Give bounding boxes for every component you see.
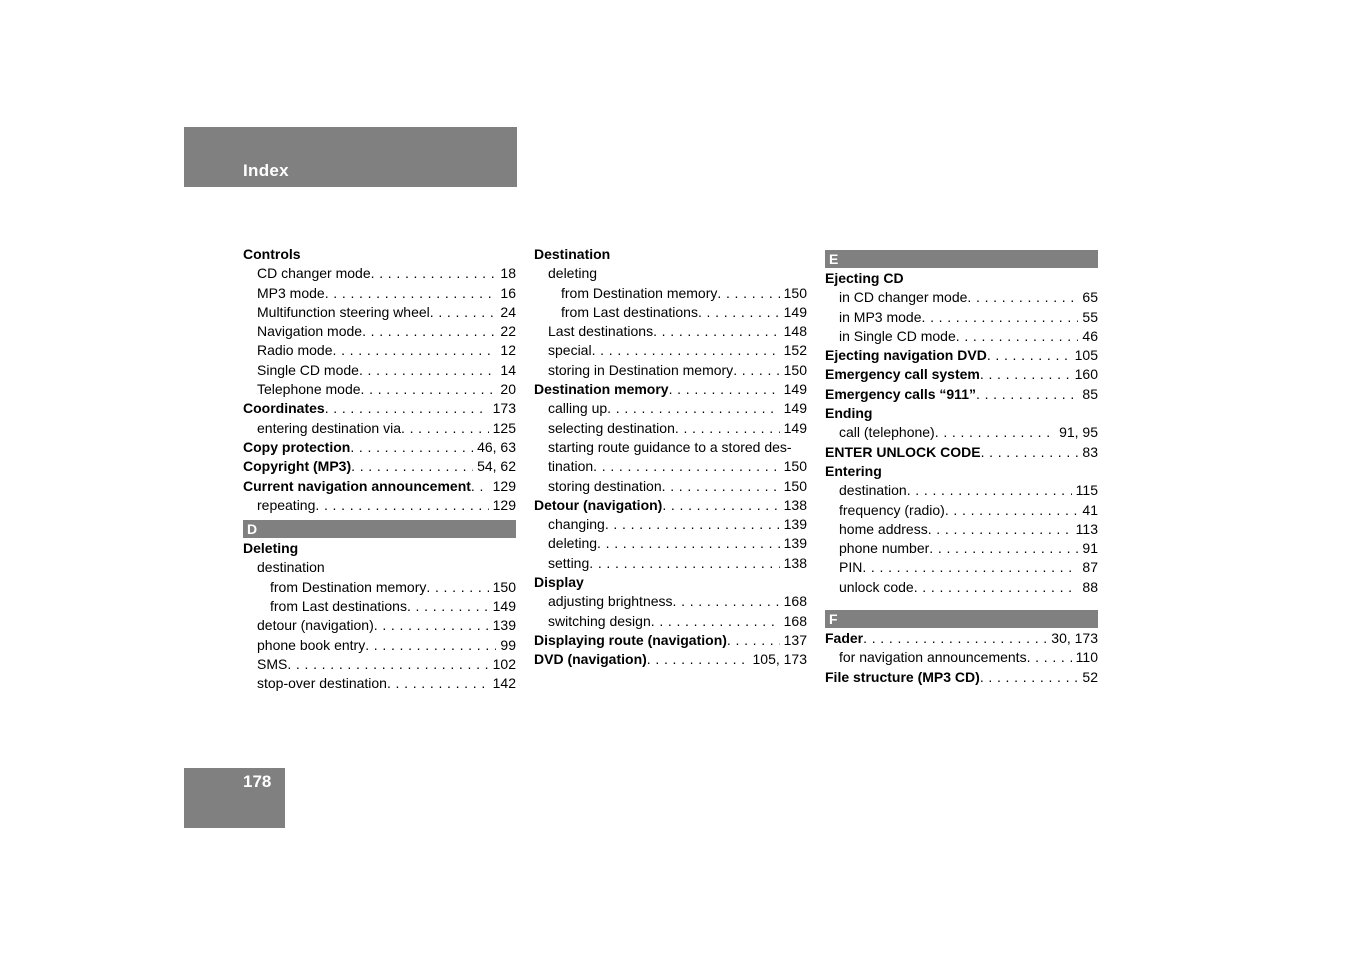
index-entry bbox=[534, 573, 807, 592]
leader-dots bbox=[669, 380, 780, 399]
entry-term: Ejecting navigation DVD bbox=[825, 347, 987, 364]
entry-term: Multifunction steering wheel bbox=[257, 303, 430, 320]
index-subentry bbox=[243, 264, 516, 283]
leader-dots bbox=[862, 558, 1078, 577]
leader-dots bbox=[935, 423, 1055, 442]
entry-pages: 173 bbox=[492, 400, 516, 417]
entry-pages: 105, 173 bbox=[752, 651, 807, 668]
entry-pages: 102 bbox=[492, 655, 516, 672]
entry-term: ENTER UNLOCK CODE bbox=[825, 443, 981, 460]
entry-pages: 16 bbox=[500, 284, 516, 301]
entry-pages: 65 bbox=[1082, 289, 1098, 306]
f-entries bbox=[825, 629, 1098, 687]
leader-dots bbox=[698, 303, 780, 322]
index-subentry bbox=[534, 515, 807, 534]
entry-pages: 129 bbox=[492, 496, 516, 513]
index-subentry bbox=[534, 554, 807, 573]
leader-dots bbox=[387, 674, 489, 693]
index-entry bbox=[825, 629, 1098, 648]
entry-term: Ejecting CD bbox=[825, 270, 904, 286]
index-entry bbox=[825, 269, 1098, 288]
leader-dots bbox=[651, 612, 780, 631]
entry-pages: 41 bbox=[1082, 501, 1098, 518]
index-entry bbox=[243, 457, 516, 476]
leader-dots bbox=[675, 419, 780, 438]
entry-pages: 150 bbox=[783, 361, 807, 378]
entry-term: call (telephone) bbox=[839, 424, 935, 441]
index-subentry bbox=[825, 539, 1098, 558]
entry-pages: 148 bbox=[783, 323, 807, 340]
index-subentry bbox=[534, 534, 807, 553]
entry-term: Destination bbox=[534, 246, 611, 262]
index-entry bbox=[825, 365, 1098, 384]
leader-dots bbox=[607, 399, 779, 418]
leader-dots bbox=[928, 520, 1072, 539]
entry-term: stop-over destination bbox=[257, 675, 387, 692]
header-bar bbox=[184, 127, 517, 187]
entry-pages: 160 bbox=[1074, 366, 1098, 383]
index-column-2 bbox=[534, 245, 807, 670]
index-entry bbox=[825, 462, 1098, 481]
index-subentry bbox=[825, 648, 1098, 667]
entry-term: from Last destinations bbox=[270, 598, 407, 615]
entry-pages: 149 bbox=[783, 400, 807, 417]
entry-term: Copy protection bbox=[243, 438, 351, 455]
entry-term: from Last destinations bbox=[561, 303, 698, 320]
entry-pages: 87 bbox=[1082, 559, 1098, 576]
index-subentry bbox=[825, 423, 1098, 442]
entry-pages: 137 bbox=[783, 631, 807, 648]
entry-term: destination bbox=[257, 559, 325, 576]
entry-pages: 168 bbox=[783, 593, 807, 610]
entry-pages: 99 bbox=[500, 636, 516, 653]
leader-dots bbox=[914, 578, 1079, 597]
entry-pages: 150 bbox=[783, 284, 807, 301]
entry-term: Copyright (MP3) bbox=[243, 458, 352, 475]
entry-pages: 139 bbox=[783, 535, 807, 552]
index-subentry bbox=[243, 496, 516, 515]
index-subentry bbox=[825, 501, 1098, 520]
index-entry bbox=[243, 245, 516, 264]
leader-dots bbox=[921, 308, 1078, 327]
entry-term: storing in Destination memory bbox=[548, 361, 734, 378]
entry-pages: 24 bbox=[500, 303, 516, 320]
entry-term: SMS bbox=[257, 655, 288, 672]
entry-pages: 152 bbox=[783, 342, 807, 359]
entry-term: CD changer mode bbox=[257, 265, 371, 282]
entry-pages: 18 bbox=[500, 265, 516, 282]
index-entry bbox=[534, 245, 807, 264]
leader-dots bbox=[471, 477, 489, 496]
index-entry bbox=[534, 650, 807, 669]
leader-dots bbox=[673, 592, 780, 611]
section-header-e: E bbox=[825, 250, 1098, 268]
leader-dots bbox=[350, 438, 473, 457]
leader-dots bbox=[325, 399, 489, 418]
entry-pages: 125 bbox=[492, 419, 516, 436]
leader-dots bbox=[287, 655, 488, 674]
index-subentry bbox=[243, 597, 516, 616]
leader-dots bbox=[374, 616, 489, 635]
entry-pages: 149 bbox=[783, 419, 807, 436]
leader-dots bbox=[371, 264, 497, 283]
index-subentry bbox=[534, 322, 807, 341]
index-subentry bbox=[534, 399, 807, 418]
index-subentry bbox=[825, 308, 1098, 327]
entry-term: tination bbox=[548, 458, 594, 475]
entry-pages: 150 bbox=[783, 458, 807, 475]
entry-term: Current navigation announcement bbox=[243, 477, 471, 494]
entry-term: Telephone mode bbox=[257, 381, 361, 398]
leader-dots bbox=[315, 496, 488, 515]
entry-term: in Single CD mode bbox=[839, 327, 956, 344]
entry-pages: 14 bbox=[500, 361, 516, 378]
entry-term: Ending bbox=[825, 405, 873, 422]
entry-pages: 138 bbox=[783, 496, 807, 513]
entry-term: Last destinations bbox=[548, 323, 654, 340]
index-entry bbox=[825, 668, 1098, 687]
index-entry bbox=[243, 477, 516, 496]
entry-pages: 138 bbox=[783, 554, 807, 571]
entry-term: phone number bbox=[839, 540, 930, 557]
entry-pages: 139 bbox=[492, 617, 516, 634]
index-subentry bbox=[825, 481, 1098, 500]
entry-term: deleting bbox=[548, 265, 598, 282]
entry-term: MP3 mode bbox=[257, 284, 325, 301]
leader-dots bbox=[593, 457, 779, 476]
leader-dots bbox=[647, 650, 749, 669]
leader-dots bbox=[733, 361, 779, 380]
leader-dots bbox=[727, 631, 780, 650]
entry-term: PIN bbox=[839, 559, 863, 576]
index-entry bbox=[243, 539, 516, 558]
index-subentry bbox=[243, 636, 516, 655]
entry-pages: 168 bbox=[783, 612, 807, 629]
entry-term: setting bbox=[548, 554, 590, 571]
index-subentry bbox=[534, 341, 807, 360]
entry-pages: 150 bbox=[783, 477, 807, 494]
entry-term: home address bbox=[839, 520, 928, 537]
leader-dots bbox=[592, 341, 780, 360]
entry-pages: 149 bbox=[783, 303, 807, 320]
index-entry bbox=[243, 438, 516, 457]
index-subentry bbox=[534, 361, 807, 380]
index-entry bbox=[534, 496, 807, 515]
leader-dots bbox=[981, 443, 1079, 462]
entry-pages: 85 bbox=[1082, 385, 1098, 402]
index-subentry bbox=[534, 477, 807, 496]
index-subentry bbox=[825, 578, 1098, 597]
index-entry bbox=[534, 380, 807, 399]
entry-term: repeating bbox=[257, 496, 316, 513]
leader-dots bbox=[351, 457, 473, 476]
index-subentry bbox=[534, 264, 807, 283]
index-subentry bbox=[243, 284, 516, 303]
entry-pages: 149 bbox=[492, 598, 516, 615]
index-subentry bbox=[534, 284, 807, 303]
index-subentry bbox=[825, 327, 1098, 346]
entry-term: for navigation announcements bbox=[839, 649, 1027, 666]
entry-term: adjusting brightness bbox=[548, 593, 673, 610]
entry-pages: 105 bbox=[1074, 347, 1098, 364]
entry-term: starting route guidance to a stored des- bbox=[548, 438, 792, 455]
index-subentry bbox=[534, 438, 807, 457]
entry-term: Deleting bbox=[243, 540, 299, 557]
index-entry bbox=[825, 443, 1098, 462]
destination-entries bbox=[534, 245, 807, 670]
leader-dots bbox=[430, 303, 497, 322]
entry-term: destination bbox=[839, 482, 907, 499]
index-entry bbox=[825, 404, 1098, 423]
page-number: 178 bbox=[243, 772, 272, 791]
index-subentry bbox=[825, 288, 1098, 307]
entry-pages: 88 bbox=[1082, 578, 1098, 595]
entry-pages: 46 bbox=[1082, 327, 1098, 344]
entry-pages: 150 bbox=[492, 578, 516, 595]
index-subentry bbox=[534, 612, 807, 631]
entry-term: DVD (navigation) bbox=[534, 651, 647, 668]
d-entries bbox=[243, 539, 516, 693]
entry-term: Displaying route (navigation) bbox=[534, 631, 727, 648]
leader-dots bbox=[907, 481, 1072, 500]
entry-pages: 149 bbox=[783, 381, 807, 398]
index-subentry bbox=[534, 592, 807, 611]
page-number-tab bbox=[184, 768, 285, 828]
entry-term: phone book entry bbox=[257, 636, 366, 653]
entry-term: in MP3 mode bbox=[839, 308, 922, 325]
leader-dots bbox=[662, 496, 779, 515]
entry-pages: 20 bbox=[500, 381, 516, 398]
entry-pages: 110 bbox=[1075, 649, 1098, 666]
leader-dots bbox=[976, 385, 1078, 404]
leader-dots bbox=[956, 327, 1079, 346]
leader-dots bbox=[362, 322, 496, 341]
entry-pages: 46, 63 bbox=[477, 438, 516, 455]
entry-pages: 113 bbox=[1075, 520, 1098, 537]
index-subentry bbox=[243, 616, 516, 635]
index-subentry bbox=[243, 361, 516, 380]
entry-term: frequency (radio) bbox=[839, 501, 945, 518]
entry-term: changing bbox=[548, 516, 605, 533]
index-column-3 bbox=[825, 245, 1098, 687]
leader-dots bbox=[361, 380, 497, 399]
entry-term: Coordinates bbox=[243, 400, 325, 417]
leader-dots bbox=[980, 365, 1071, 384]
entry-term: Controls bbox=[243, 246, 301, 262]
entry-term: Detour (navigation) bbox=[534, 496, 663, 513]
entry-term: from Destination memory bbox=[561, 284, 718, 301]
entry-term: deleting bbox=[548, 535, 598, 552]
leader-dots bbox=[589, 554, 779, 573]
entry-term: detour (navigation) bbox=[257, 617, 374, 634]
entry-term: Emergency calls “911” bbox=[825, 385, 976, 402]
index-subentry bbox=[243, 341, 516, 360]
index-entry bbox=[243, 399, 516, 418]
index-entry bbox=[825, 346, 1098, 365]
leader-dots bbox=[945, 501, 1079, 520]
leader-dots bbox=[717, 284, 779, 303]
entry-pages: 129 bbox=[492, 477, 516, 494]
entry-pages: 22 bbox=[500, 323, 516, 340]
entry-term: entering destination via bbox=[257, 419, 401, 436]
index-subentry bbox=[825, 558, 1098, 577]
leader-dots bbox=[863, 629, 1047, 648]
controls-entries bbox=[243, 245, 516, 515]
index-subentry bbox=[243, 578, 516, 597]
leader-dots bbox=[605, 515, 780, 534]
section-header-d: D bbox=[243, 520, 516, 538]
leader-dots bbox=[987, 346, 1071, 365]
section-header-f: F bbox=[825, 610, 1098, 628]
index-subentry bbox=[825, 520, 1098, 539]
entry-term: special bbox=[548, 342, 592, 359]
index-subentry bbox=[243, 380, 516, 399]
index-column-1 bbox=[243, 245, 516, 694]
leader-dots bbox=[359, 361, 496, 380]
entry-term: Entering bbox=[825, 462, 882, 479]
index-subentry bbox=[243, 558, 516, 577]
index-entry bbox=[534, 631, 807, 650]
index-subentry bbox=[243, 419, 516, 438]
leader-dots bbox=[407, 597, 489, 616]
entry-pages: 30, 173 bbox=[1051, 630, 1098, 647]
entry-pages: 12 bbox=[500, 342, 516, 359]
index-subentry bbox=[243, 655, 516, 674]
entry-pages: 54, 62 bbox=[477, 458, 516, 475]
entry-term: calling up bbox=[548, 400, 608, 417]
leader-dots bbox=[967, 288, 1078, 307]
index-subentry bbox=[243, 674, 516, 693]
index-subentry bbox=[534, 303, 807, 322]
entry-term: Single CD mode bbox=[257, 361, 359, 378]
entry-term: in CD changer mode bbox=[839, 289, 968, 306]
leader-dots bbox=[662, 477, 780, 496]
entry-pages: 91 bbox=[1082, 540, 1098, 557]
index-subentry bbox=[243, 303, 516, 322]
index-subentry bbox=[534, 457, 807, 476]
leader-dots bbox=[401, 419, 489, 438]
entry-term: Destination memory bbox=[534, 381, 669, 398]
leader-dots bbox=[597, 534, 780, 553]
page-title: Index bbox=[243, 161, 289, 180]
entry-term: File structure (MP3 CD) bbox=[825, 668, 980, 685]
entry-term: Display bbox=[534, 574, 584, 591]
entry-term: Navigation mode bbox=[257, 323, 363, 340]
leader-dots bbox=[1027, 648, 1072, 667]
leader-dots bbox=[325, 284, 497, 303]
entry-term: selecting destination bbox=[548, 419, 675, 436]
index-entry bbox=[825, 385, 1098, 404]
entry-term: Emergency call system bbox=[825, 366, 980, 383]
entry-pages: 142 bbox=[492, 675, 516, 692]
entry-pages: 115 bbox=[1075, 482, 1098, 499]
entry-pages: 55 bbox=[1082, 308, 1098, 325]
entry-term: Radio mode bbox=[257, 342, 333, 359]
entry-pages: 91, 95 bbox=[1059, 424, 1098, 441]
leader-dots bbox=[426, 578, 488, 597]
index-subentry bbox=[534, 419, 807, 438]
leader-dots bbox=[333, 341, 497, 360]
leader-dots bbox=[929, 539, 1078, 558]
leader-dots bbox=[365, 636, 496, 655]
leader-dots bbox=[653, 322, 780, 341]
e-entries bbox=[825, 269, 1098, 597]
leader-dots bbox=[980, 668, 1079, 687]
entry-pages: 139 bbox=[783, 516, 807, 533]
entry-term: storing destination bbox=[548, 477, 662, 494]
entry-term: unlock code bbox=[839, 578, 914, 595]
index-subentry bbox=[243, 322, 516, 341]
entry-pages: 83 bbox=[1082, 443, 1098, 460]
entry-term: Fader bbox=[825, 630, 864, 647]
entry-term: switching design bbox=[548, 612, 651, 629]
entry-term: from Destination memory bbox=[270, 578, 427, 595]
entry-pages: 52 bbox=[1082, 668, 1098, 685]
